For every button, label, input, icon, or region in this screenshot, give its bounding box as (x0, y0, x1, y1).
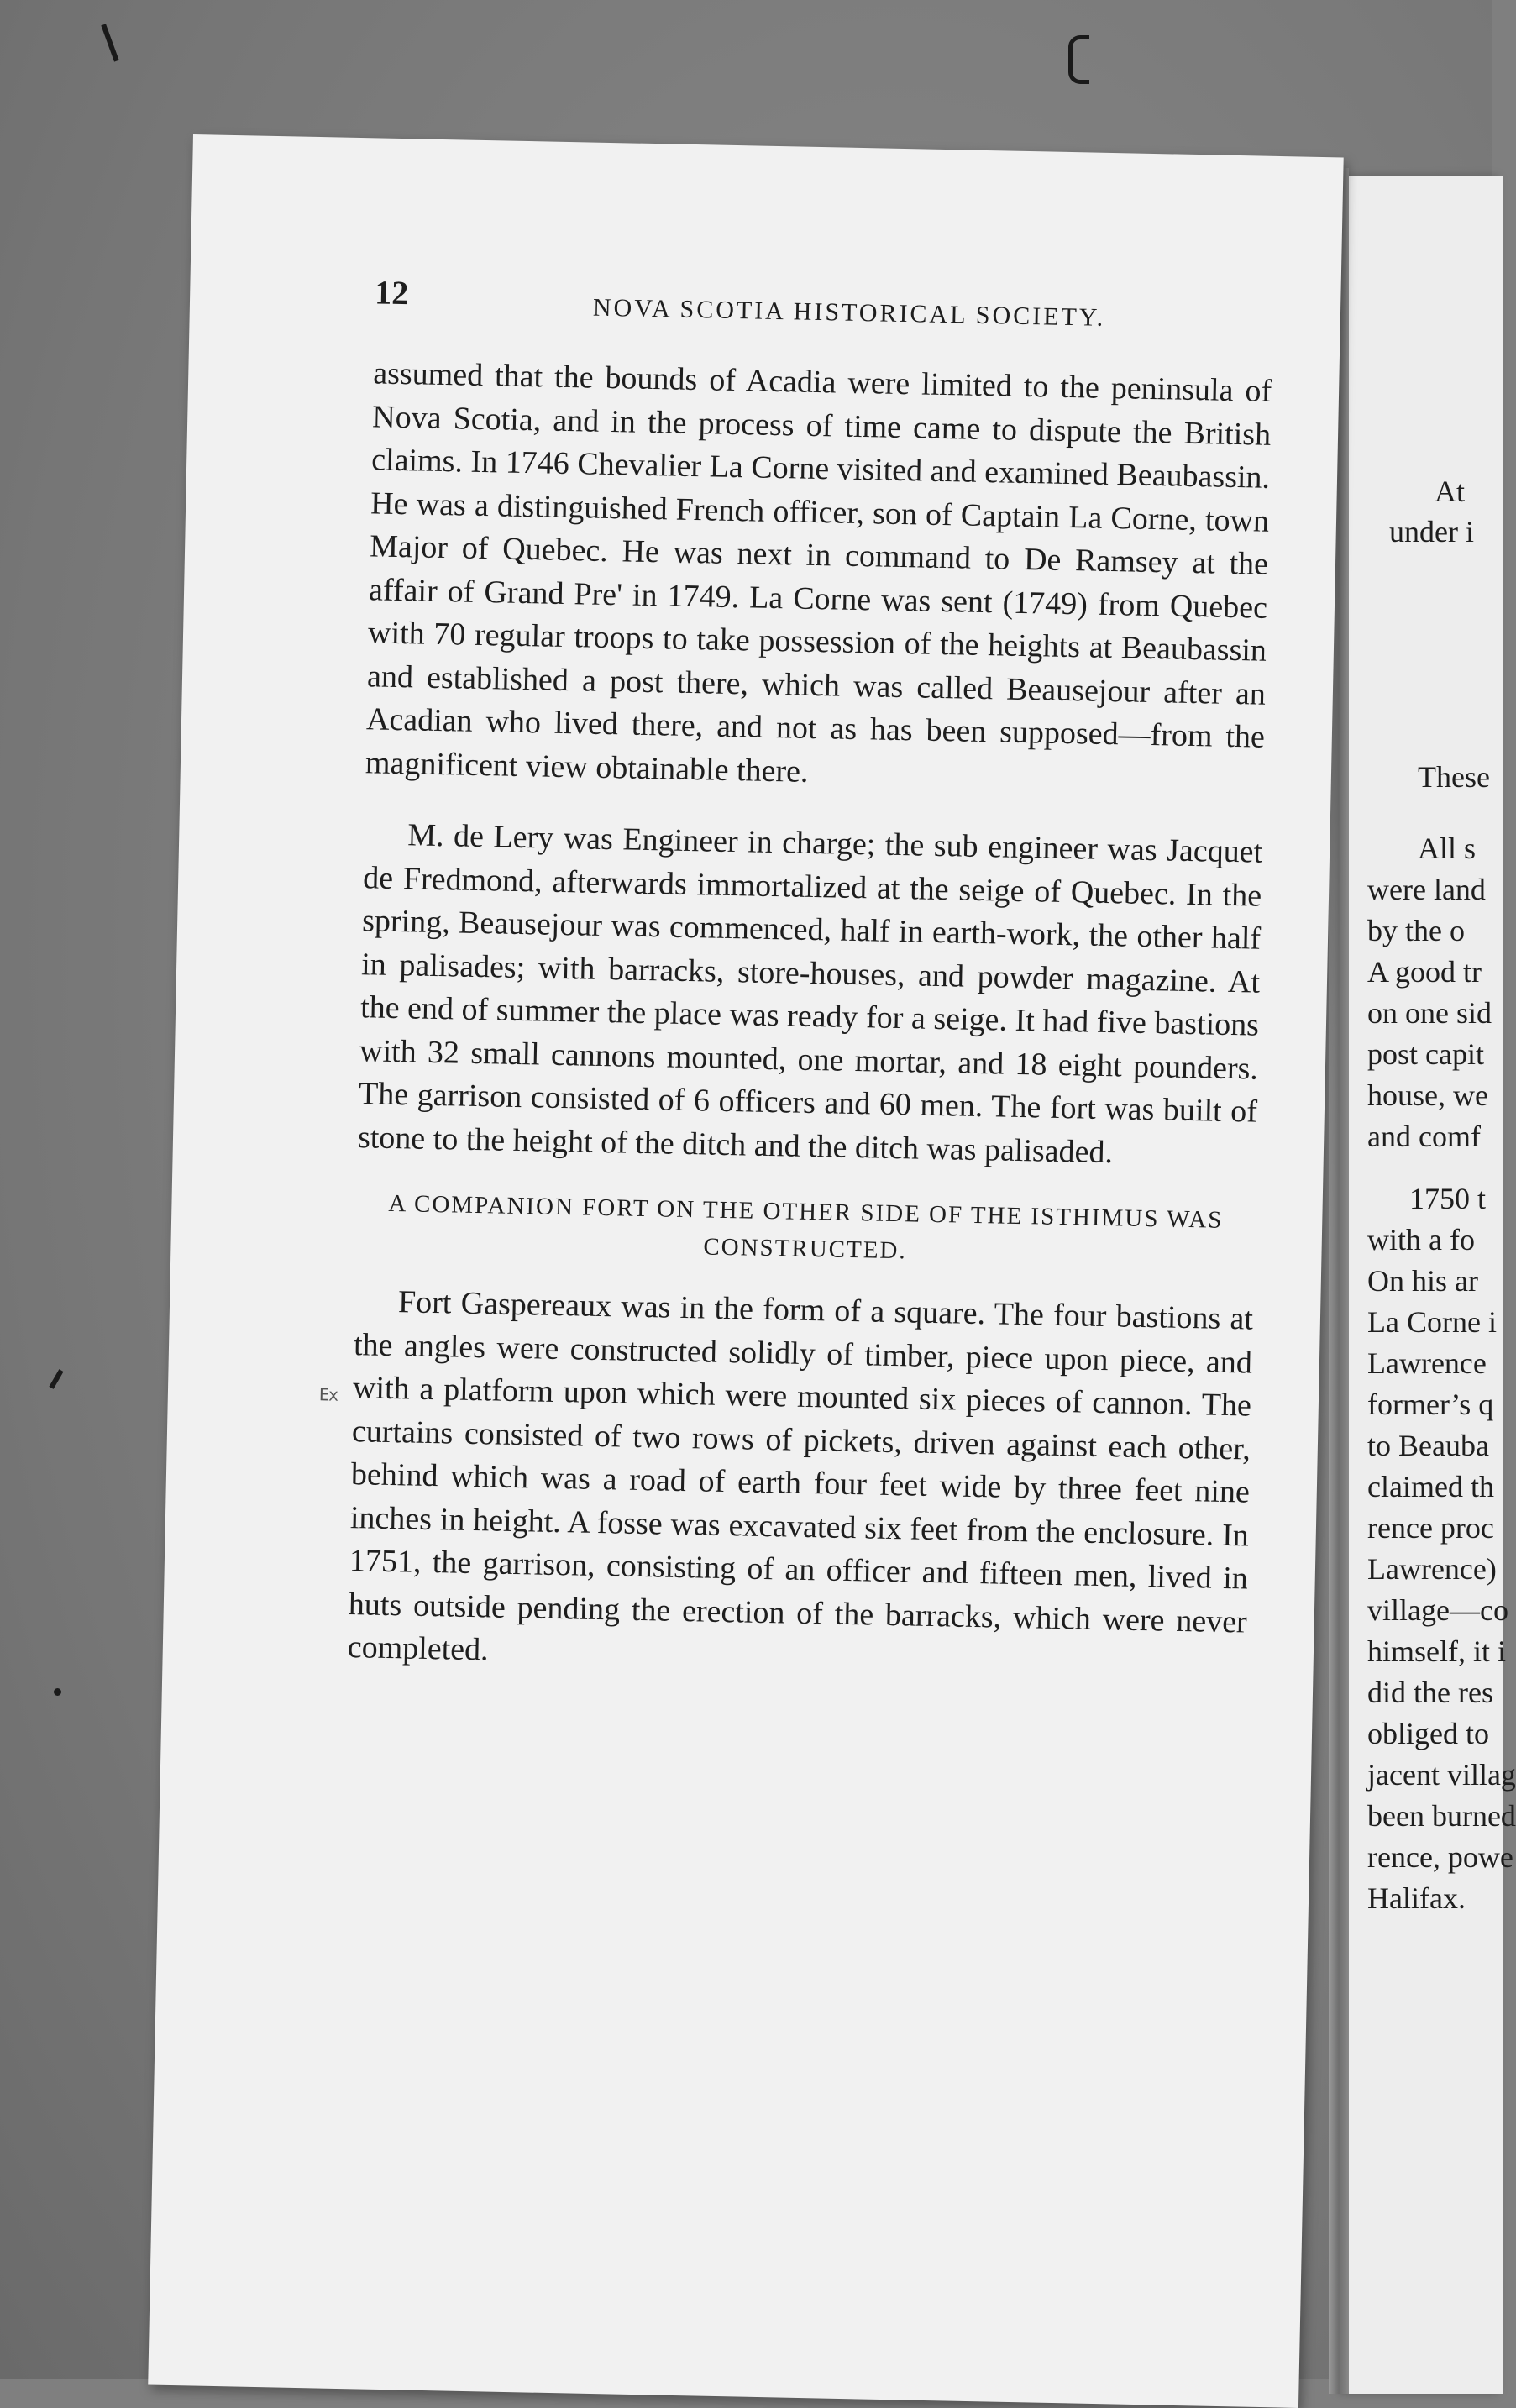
facing-line: obliged to (1367, 1717, 1489, 1750)
facing-line: house, we (1367, 1078, 1488, 1112)
facing-line: with a fo (1367, 1223, 1475, 1256)
scan-speck (101, 24, 118, 61)
page-number: 12 (374, 273, 409, 312)
facing-line: At (1435, 475, 1465, 508)
facing-line: claimed th (1367, 1470, 1494, 1503)
facing-line: under i (1389, 515, 1474, 548)
running-head: NOVA SCOTIA HISTORICAL SOCIETY. (592, 293, 1106, 332)
facing-line: All s (1418, 832, 1477, 865)
facing-line: did the res (1367, 1676, 1493, 1709)
facing-line: rence proc (1367, 1511, 1494, 1545)
facing-line: On his ar (1367, 1264, 1478, 1298)
facing-line: Lawrence (1367, 1346, 1487, 1380)
facing-line: village—co (1367, 1593, 1508, 1627)
book-page (148, 134, 1344, 2408)
facing-line: been burned (1367, 1799, 1516, 1833)
library-stamp: Ex (318, 1384, 338, 1405)
paragraph-de-lery: M. de Lery was Engineer in charge; the sub engineer was Jacquet de Fredmond, afterwards immortalized at the seige of Quebec. In the spring, Beausejour was commenced, half in earth-work, the other half in palisades; with barracks, store-houses, and powder magazine. At the end of summer the place was ready for a seige. It had five bastions with 32 small cannons mounted, one mortar, and 18 eight pounders. The garrison consisted of 6 officers and 60 men. The fort was built of stone to the height of the ditch and the ditch was palisaded. (357, 817, 1263, 1170)
facing-line: to Beauba (1367, 1429, 1489, 1462)
facing-line: 1750 t (1409, 1182, 1487, 1215)
paragraph-acadia: assumed that the bounds of Acadia were limited to the peninsula of Nova Scotia, and in the process of time came to dispute the British claims. In 1746 Chevalier La Corne visited and examined Beaubassin. He was a distinguished French officer, son of Captain La Corne, town Major of Quebec. He was next in command to De Ramsey at the affair of Grand Pre' in 1749. La Corne was sent (1749) from Quebec with 70 regular troops to take possession of the heights at Beaubassin and established a post there, which was called Beausejour after an Acadian who lived there, and not as has been supposed—from the magnificent view obtainable there. (365, 355, 1272, 790)
section-heading: A COMPANION FORT ON THE OTHER SIDE OF THE ISTHIMUS WAS CONSTRUCTED. (388, 1189, 1224, 1265)
facing-line: by the o (1367, 914, 1465, 947)
facing-line: A good tr (1367, 955, 1482, 989)
facing-line: on one sid (1367, 996, 1492, 1030)
facing-line: La Corne i (1367, 1305, 1497, 1339)
facing-line: were land (1367, 873, 1486, 906)
facing-line: These (1418, 760, 1490, 794)
facing-line: jacent villag (1367, 1758, 1516, 1792)
facing-line: himself, it i (1367, 1634, 1506, 1668)
facing-line: post capit (1367, 1037, 1484, 1071)
scan-speck (54, 1688, 61, 1696)
facing-line: Lawrence) (1367, 1552, 1497, 1586)
scan-speck (1068, 35, 1089, 84)
facing-line: and comf (1367, 1120, 1481, 1153)
facing-line: former’s q (1367, 1388, 1494, 1421)
page-body (347, 352, 1272, 1687)
facing-line: Halifax. (1367, 1881, 1466, 1915)
facing-line: rence, powe (1367, 1840, 1513, 1874)
scan-speck (49, 1369, 63, 1389)
paragraph-fort-gaspereaux: Fort Gaspereaux was in the form of a square. The four bastions at the angles were constructed solidly of timber, piece upon piece, and with a platform upon which were mounted six pieces of cannon. The curtains consisted of two rows of pickets, driven against each other, behind which was a road of earth four feet wide by three feet nine inches in height. A fosse was excavated six feet from the enclosure. In 1751, the garrison, consisting of an officer and fifteen men, lived in huts outside pending the erection of the barracks, which were never completed. (347, 1284, 1254, 1668)
